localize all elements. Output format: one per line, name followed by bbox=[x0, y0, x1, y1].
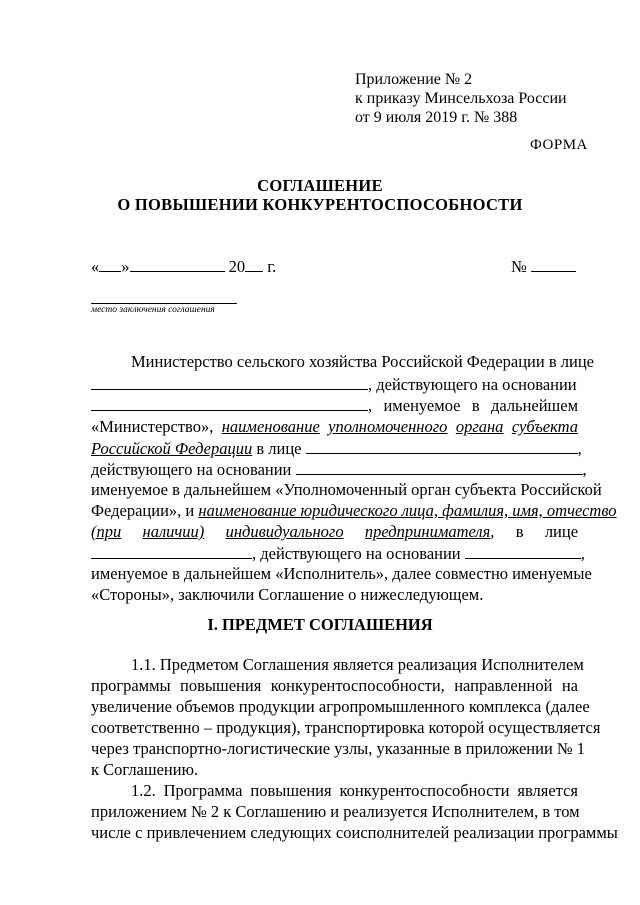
clause-1-2-line-1: 1.2. Программа повышения конкурентоспособности является bbox=[131, 781, 578, 800]
agreement-number-field bbox=[511, 256, 576, 277]
intro-line-8: Федерации», и наименование юридического лица, фамилия, имя, отчество bbox=[91, 501, 617, 520]
intro-line-1: Министерство сельского хозяйства Российской Федерации в лице bbox=[131, 352, 594, 371]
month-blank bbox=[130, 256, 225, 272]
clause-1-1-line-2: программы повышения конкурентоспособности, направленной на bbox=[91, 676, 578, 695]
executor-basis-blank bbox=[465, 543, 581, 559]
appendix-order-ref: к приказу Минсельхоза России bbox=[355, 90, 567, 107]
year-blank bbox=[245, 256, 263, 272]
minister-name-blank bbox=[91, 374, 368, 390]
intro-line-3: , именуемое в дальнейшем bbox=[91, 395, 578, 415]
document-title: СОГЛАШЕНИЕ bbox=[257, 176, 383, 195]
intro-line-5: Российской Федерации в лице , bbox=[91, 439, 582, 458]
number-sign: № bbox=[511, 257, 527, 276]
intro-line-9: (при наличии) индивидуального предпринимателя, в лице bbox=[91, 522, 579, 541]
basis-blank bbox=[91, 395, 368, 411]
date-field bbox=[91, 256, 276, 277]
intro-line-4: «Министерство», наименование уполномоченного органа субъекта bbox=[91, 417, 578, 436]
close-quote: » bbox=[121, 257, 130, 276]
clause-1-1-line-1: 1.1. Предметом Соглашения является реализация Исполнителем bbox=[131, 655, 584, 674]
open-quote: « bbox=[91, 257, 100, 276]
number-blank bbox=[531, 256, 576, 272]
authorized-basis-blank bbox=[296, 459, 583, 475]
year-prefix: 20 bbox=[228, 257, 246, 276]
intro-line-11: именуемое в дальнейшем «Исполнитель», далее совместно именуемые bbox=[91, 564, 592, 583]
year-suffix: г. bbox=[267, 257, 277, 276]
intro-line-2: , действующего на основании bbox=[91, 374, 577, 395]
clause-1-2-line-2: приложением № 2 к Соглашению и реализуется Исполнителем, в том bbox=[91, 802, 580, 821]
document-subtitle: О ПОВЫШЕНИИ КОНКУРЕНТОСПОСОБНОСТИ bbox=[117, 195, 523, 214]
place-caption: место заключения соглашения bbox=[91, 305, 215, 315]
clause-1-1-line-6: к Соглашению. bbox=[91, 760, 199, 779]
intro-line-6: действующего на основании , bbox=[91, 460, 587, 479]
authorized-person-blank bbox=[306, 438, 578, 454]
place-blank-line bbox=[91, 303, 237, 304]
clause-1-1-line-4: соответственно – продукция), транспортировка которой осуществляется bbox=[91, 718, 601, 737]
form-label: ФОРМА bbox=[530, 137, 588, 153]
clause-1-2-line-3: числе с привлечением следующих соисполнителей реализации программы bbox=[91, 823, 618, 842]
clause-1-1-line-3: увеличение объемов продукции агропромышленного комплекса (далее bbox=[91, 697, 590, 716]
intro-line-10: , действующего на основании , bbox=[91, 543, 585, 564]
clause-1-1-line-5: через транспортно-логистические узлы, указанные в приложении № 1 bbox=[91, 739, 586, 758]
appendix-number: Приложение № 2 bbox=[355, 71, 473, 88]
section-heading: I. ПРЕДМЕТ СОГЛАШЕНИЯ bbox=[207, 615, 433, 634]
appendix-order-date: от 9 июля 2019 г. № 388 bbox=[355, 109, 518, 126]
day-blank bbox=[99, 256, 121, 272]
intro-line-7: именуемое в дальнейшем «Уполномоченный орган субъекта Российской bbox=[91, 480, 602, 499]
executor-person-blank bbox=[91, 543, 252, 559]
intro-line-12: «Стороны», заключили Соглашение о нижеследующем. bbox=[91, 585, 484, 604]
